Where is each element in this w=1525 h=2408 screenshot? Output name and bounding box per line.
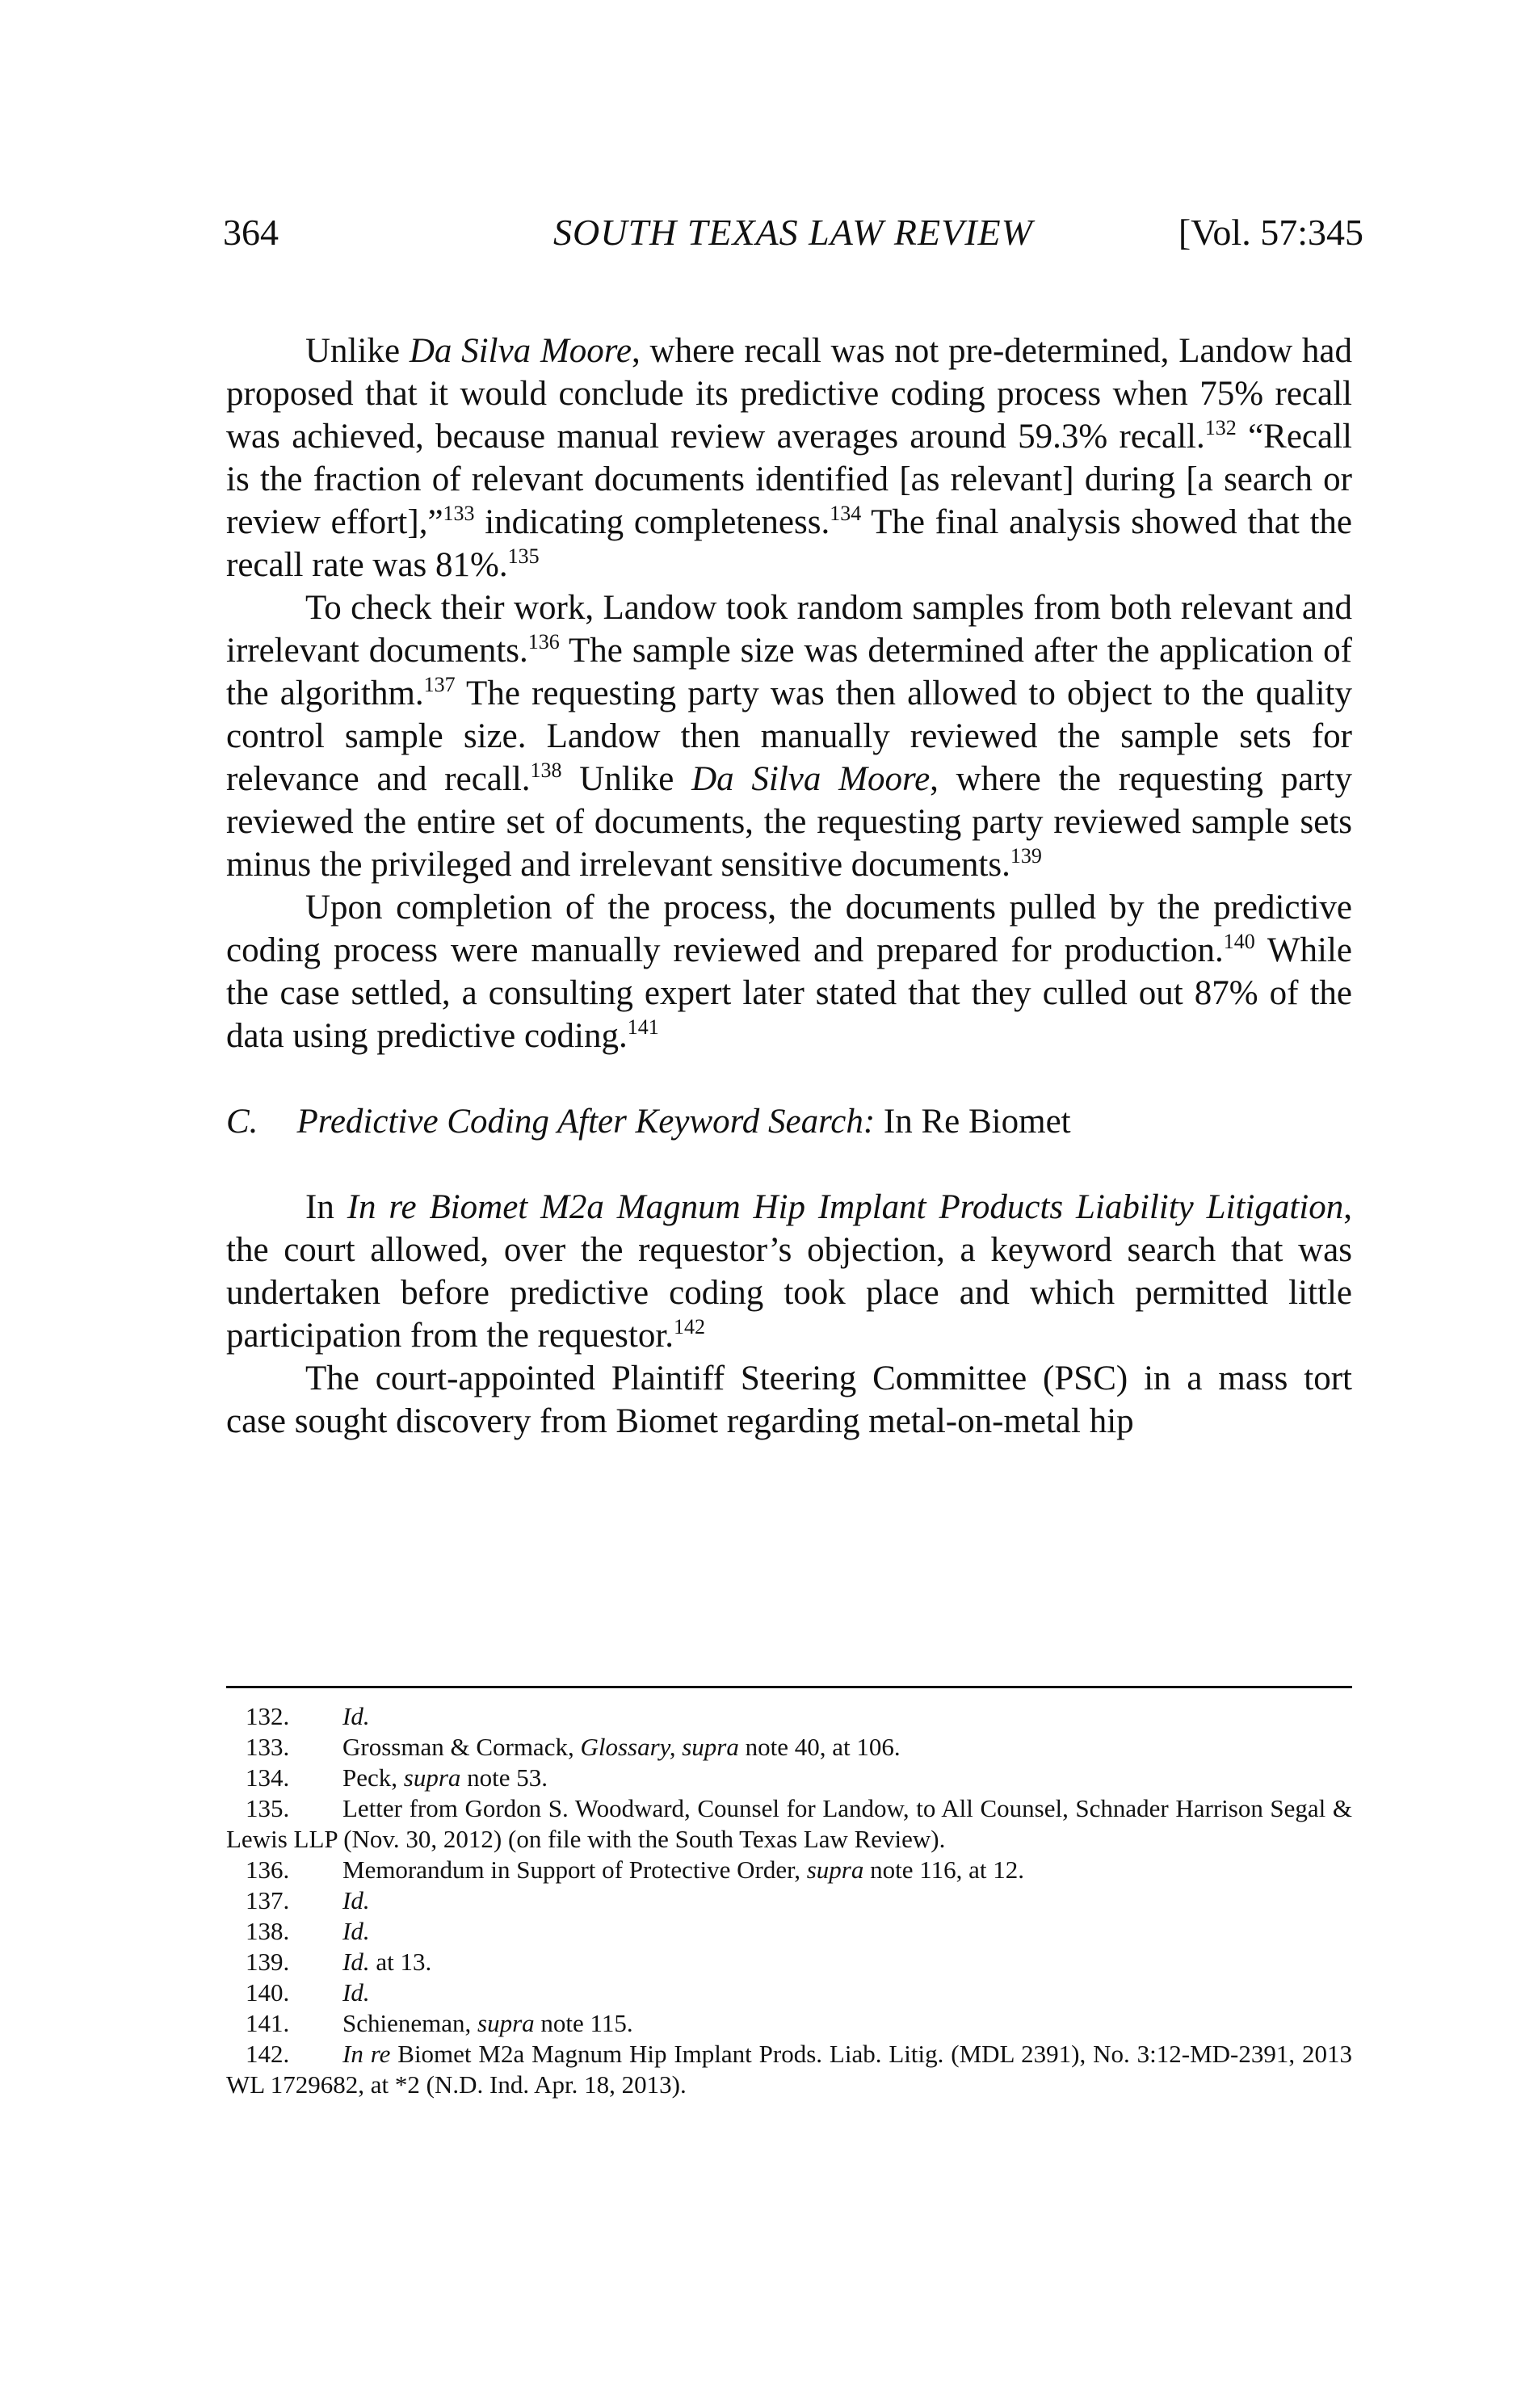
section-heading	[226, 1100, 1352, 1143]
running-header	[223, 208, 1363, 257]
footnote-text: Memorandum in Support of Protective Order,	[342, 1855, 807, 1884]
footnote	[226, 1977, 1352, 2008]
footnote	[226, 1763, 1352, 1793]
footnote-text: In re	[342, 2040, 391, 2068]
footnote-ref: 136	[527, 630, 560, 653]
footnote-text: Id.	[342, 1978, 370, 2007]
footnote-text: Schieneman,	[342, 2009, 478, 2037]
footnote	[226, 1885, 1352, 1916]
footnote-number: 137.	[246, 1886, 290, 1914]
footnote-ref: 142	[674, 1315, 706, 1338]
footnote-text: note 115.	[534, 2009, 633, 2037]
footnote-number: 142.	[246, 2040, 290, 2068]
footnotes	[226, 1701, 1352, 2100]
paragraph: In In re Biomet M2a Magnum Hip Implant Products Liability Litigation, the court allowed, over the requestor’s objection, a keyword search that was undertaken before predictive coding took place and which permitted little participation from the requestor.$^{142}$	[226, 1188, 1352, 1355]
footnote	[226, 2008, 1352, 2039]
footnote-divider	[226, 1686, 1352, 1688]
footnote-text: Id.	[342, 1702, 370, 1730]
footnote-ref: 135	[507, 544, 540, 568]
footnote-number: 138.	[246, 1917, 290, 1945]
footnote-number: 134.	[246, 1763, 290, 1792]
footnote-text: Letter from Gordon S. Woodward, Counsel for Landow, to All Counsel, Schnader Harrison Segal & Lewis LLP (Nov. 30, 2012) (on file with the South Texas Law Review).	[226, 1794, 1352, 1853]
footnote-ref: 134	[830, 502, 862, 525]
footnote-number: 141.	[246, 2009, 290, 2037]
footnote-text: note 53.	[460, 1763, 548, 1792]
footnote-number: 140.	[246, 1978, 290, 2007]
footnote	[226, 1916, 1352, 1947]
footnote	[226, 1732, 1352, 1763]
volume-citation: [Vol. 57:345	[1178, 212, 1363, 253]
page-number: 364	[223, 212, 279, 253]
paragraph: The court-appointed Plaintiff Steering Committee (PSC) in a mass tort case sought discovery from Biomet regarding metal-on-metal hip	[226, 1359, 1352, 1440]
footnote-text: Peck,	[342, 1763, 404, 1792]
footnote-ref: 139	[1010, 844, 1042, 868]
footnote-ref: 133	[443, 502, 475, 525]
section-letter: C.	[226, 1103, 258, 1141]
footnote	[226, 1793, 1352, 1855]
footnote-ref: 140	[1223, 930, 1255, 953]
footnote-number: 132.	[246, 1702, 290, 1730]
footnote-ref: 141	[627, 1015, 659, 1039]
footnote-number: 135.	[246, 1794, 290, 1822]
footnote-text: Glossary, supra	[580, 1733, 739, 1761]
footnote-ref: 138	[530, 759, 562, 782]
footnote-number: 139.	[246, 1948, 290, 1976]
journal-title: SOUTH TEXAS LAW REVIEW	[553, 212, 1033, 253]
footnote	[226, 1855, 1352, 1885]
section-case-name: In Re Biomet	[875, 1103, 1071, 1141]
footnote-ref: 132	[1204, 416, 1237, 439]
footnote	[226, 1701, 1352, 1732]
footnote-text: Id.	[342, 1886, 370, 1914]
footnote-text: supra	[477, 2009, 535, 2037]
footnote-text: supra	[403, 1763, 461, 1792]
footnote-text: note 40, at 106.	[738, 1733, 901, 1761]
paragraph: Upon completion of the process, the documents pulled by the predictive coding process were manually reviewed and prepared for production.$^{140}$ While the case settled, a consulting expert later stated that they culled out 87% of the data using predictive coding.$^{141}$	[226, 889, 1352, 1055]
footnote-text: supra	[806, 1855, 864, 1884]
footnote-ref: 137	[423, 673, 456, 696]
paragraph: Unlike Da Silva Moore, where recall was not pre-determined, Landow had proposed that it would conclude its predictive coding process when 75% recall was achieved, because manual review averages around 59.3% recall.$^{132}$ “Recall is the fraction of relevant documents identified [as relevant] during [a search or review effort],”$^{133}$ indicating completeness.$^{134}$ The final analysis showed that the recall rate was 81%.$^{135}$	[226, 332, 1353, 584]
footnote-text: at 13.	[369, 1948, 432, 1976]
footnote-text: Grossman & Cormack,	[342, 1733, 581, 1761]
paragraph: To check their work, Landow took random samples from both relevant and irrelevant documents.$^{136}$ The sample size was determined after the application of the algorithm.$^{137}$ The requesting party was then allowed to object to the quality control sample size. Landow then manually reviewed the sample sets for relevance and recall.$^{138}$ Unlike Da Silva Moore, where the requesting party reviewed the entire set of documents, the requesting party reviewed sample sets minus the privileged and irrelevant sensitive documents.$^{139}$	[226, 589, 1353, 884]
footnote-text: Id.	[342, 1917, 370, 1945]
body-text	[226, 330, 1352, 1443]
footnote	[226, 2039, 1352, 2100]
footnote-number: 133.	[246, 1733, 290, 1761]
footnote-text: Id.	[342, 1948, 370, 1976]
footnote-text: note 116, at 12.	[863, 1855, 1024, 1884]
section-title: Predictive Coding After Keyword Search:	[296, 1103, 876, 1141]
footnote-text: Biomet M2a Magnum Hip Implant Prods. Liab. Litig. (MDL 2391), No. 3:12-MD-2391, 2013 WL 1729682, at *2 (N.D. Ind. Apr. 18, 2013).	[226, 2040, 1352, 2099]
footnote-number: 136.	[246, 1855, 290, 1884]
footnote	[226, 1947, 1352, 1977]
